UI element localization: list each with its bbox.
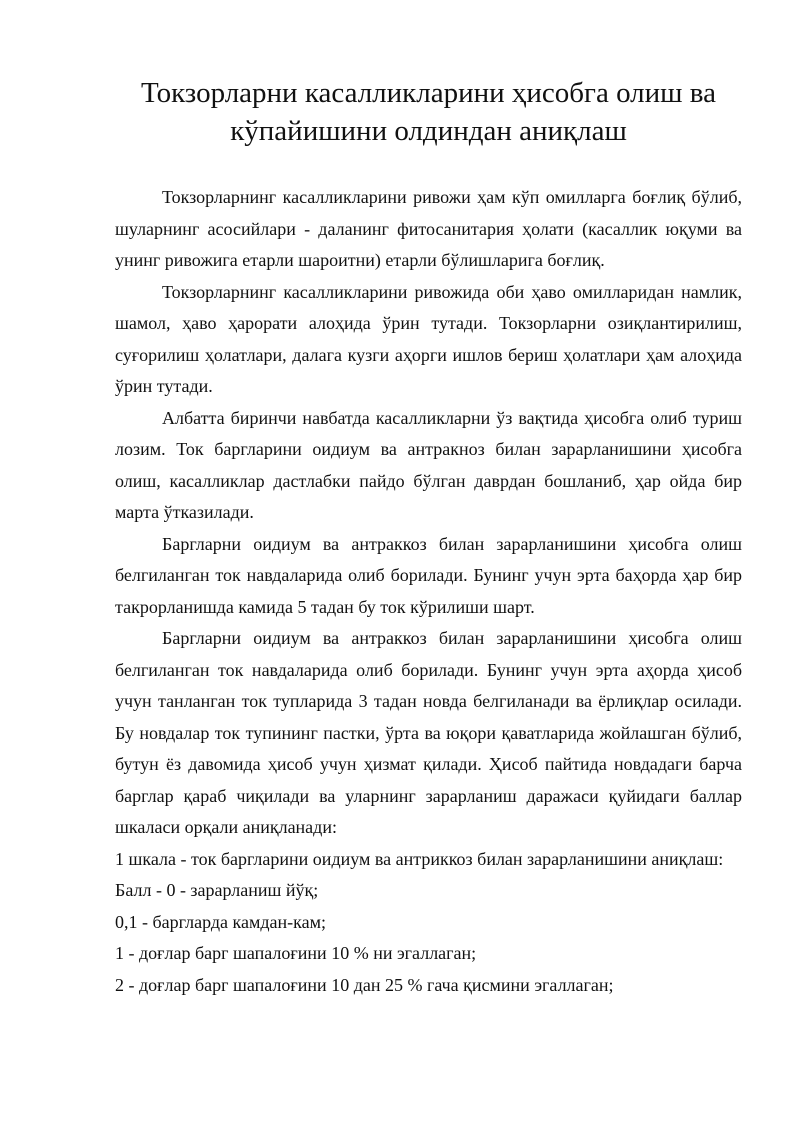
paragraph: Баргларни оидиум ва антраккоз билан зарарланишини ҳисобга олиш белгиланган ток навдаларида олиб борилади. Бунинг учун эрта баҳорда ҳар бир такрорланишда камида 5 тадан бу ток кўрилиши шарт.	[115, 533, 742, 617]
paragraph: Токзорларнинг касалликларини ривожи ҳам кўп омилларга боғлиқ бўлиб, шуларнинг асосийлари - даланинг фитосанитария ҳолати (касаллик юқуми ва унинг ривожига етарли шароитни) етарли бўлишларига боғлиқ.	[115, 187, 742, 270]
document-body	[115, 182, 742, 1001]
scale-item: 0,1 - баргларда камдан-кам;	[115, 911, 326, 932]
scale-item: 2 - доғлар барг шапалоғини 10 дан 25 % гача қисмини эгаллаган;	[115, 974, 614, 995]
scale-item: Балл - 0 - зарарланиш йўқ;	[115, 880, 319, 900]
document-page	[115, 74, 742, 1001]
paragraph: Албатта биринчи навбатда касалликларни ўз вақтида ҳисобга олиб туриш лозим. Ток баргларини оидиум ва антракноз билан зарарланишини ҳисобга олиш, касалликлар дастлабки пайдо бўлган даврдан бошланиб, ҳар ойда бир марта ўтказилади.	[115, 407, 742, 522]
document-title: Токзорларни касалликларини ҳисобга олиш ва кўпайишини олдиндан аниқлаш	[141, 77, 716, 147]
paragraph: Баргларни оидиум ва антраккоз билан зарарланишини ҳисобга олиш белгиланган ток навдаларида олиб борилади. Бунинг учун эрта аҳорда ҳисоб учун танланган ток тупларида 3 тадан новда белгиланади ва ёрлиқлар осилади. Бу новдалар ток тупининг пастки, ўрта ва юқори қаватларида жойлашган бўлиб, бутун ёз давомида ҳисоб учун ҳизмат қилади. Ҳисоб пайтида новдадаги барча барглар қараб чиқилади ва уларнинг зарарланиш даражаси қуйидаги баллар шкаласи орқали аниқланади:	[115, 628, 742, 837]
paragraph: Токзорларнинг касалликларини ривожида оби ҳаво омилларидан намлик, шамол, ҳаво ҳарорати алоҳида ўрин тутади. Токзорларни озиқлантирилиш, суғорилиш ҳолатлари, далага кузги аҳорги ишлов бериш ҳолатлари ҳам алоҳида ўрин тутади.	[115, 281, 742, 396]
scale-item: 1 - доғлар барг шапалоғини 10 % ни эгаллаган;	[115, 943, 477, 963]
scale-heading: 1 шкала - ток баргларини оидиум ва антриккоз билан зарарланишини аниқлаш:	[115, 848, 724, 869]
